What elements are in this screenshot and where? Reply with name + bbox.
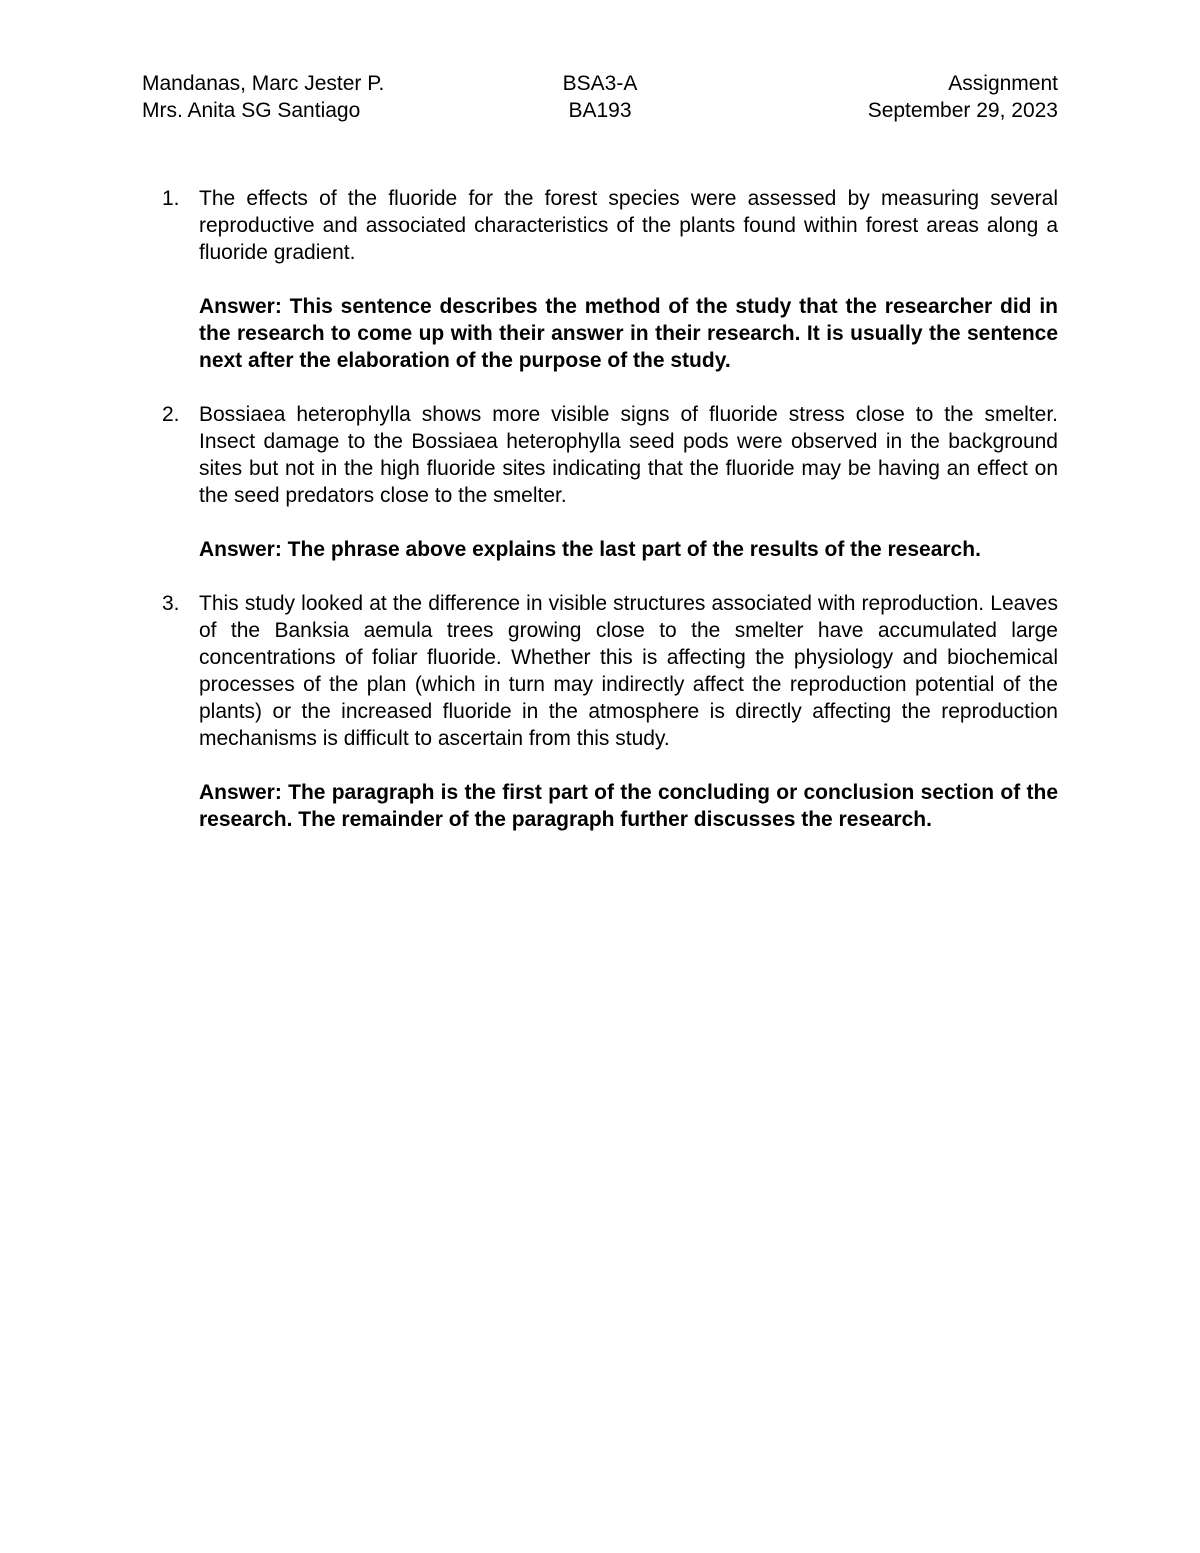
document-date: September 29, 2023 (867, 99, 1058, 122)
numbered-list (142, 185, 1058, 860)
item-number: 1. (162, 187, 180, 210)
instructor-name: Mrs. Anita SG Santiago (142, 99, 361, 122)
section: BSA3-A (562, 72, 638, 95)
item-number: 3. (162, 592, 180, 615)
list-item (142, 590, 1058, 833)
header-row-1 (142, 70, 1058, 97)
item-number: 2. (162, 403, 180, 426)
document-header (142, 70, 1058, 124)
item-question: The effects of the fluoride for the forest species were assessed by measuring several reproductive and associated characteristics of the plants found within forest areas along a fluoride gradient. (199, 187, 1058, 264)
document-type: Assignment (948, 72, 1058, 95)
item-question: This study looked at the difference in visible structures associated with reproduction. Leaves of the Banksia aemula trees growing close to the smelter have accumulated large concentrations of foliar fluoride. Whether this is affecting the physiology and biochemical processes of the plan (which in turn may indirectly affect the reproduction potential of the plants) or the increased fluoride in the atmosphere is directly affecting the reproduction mechanisms is difficult to ascertain from this study. (199, 592, 1058, 750)
item-answer: Answer: The paragraph is the first part of the concluding or conclusion section of the research. The remainder of the paragraph further discusses the research. (199, 781, 1058, 831)
list-item (142, 401, 1058, 563)
item-body (199, 185, 1058, 374)
student-name: Mandanas, Marc Jester P. (142, 72, 385, 95)
list-item (142, 185, 1058, 374)
item-question: Bossiaea heterophylla shows more visible signs of fluoride stress close to the smelter. Insect damage to the Bossiaea heterophylla seed pods were observed in the background sites but not in the high fluoride sites indicating that the fluoride may be having an effect on the seed predators close to the smelter. (199, 403, 1058, 507)
item-answer: Answer: This sentence describes the method of the study that the researcher did in the research to come up with their answer in their research. It is usually the sentence next after the elaboration of the purpose of the study. (199, 295, 1058, 372)
item-answer: Answer: The phrase above explains the last part of the results of the research. (199, 538, 981, 561)
item-body (199, 590, 1058, 833)
header-row-2 (142, 97, 1058, 124)
item-body (199, 401, 1058, 563)
course-code: BA193 (568, 99, 632, 122)
